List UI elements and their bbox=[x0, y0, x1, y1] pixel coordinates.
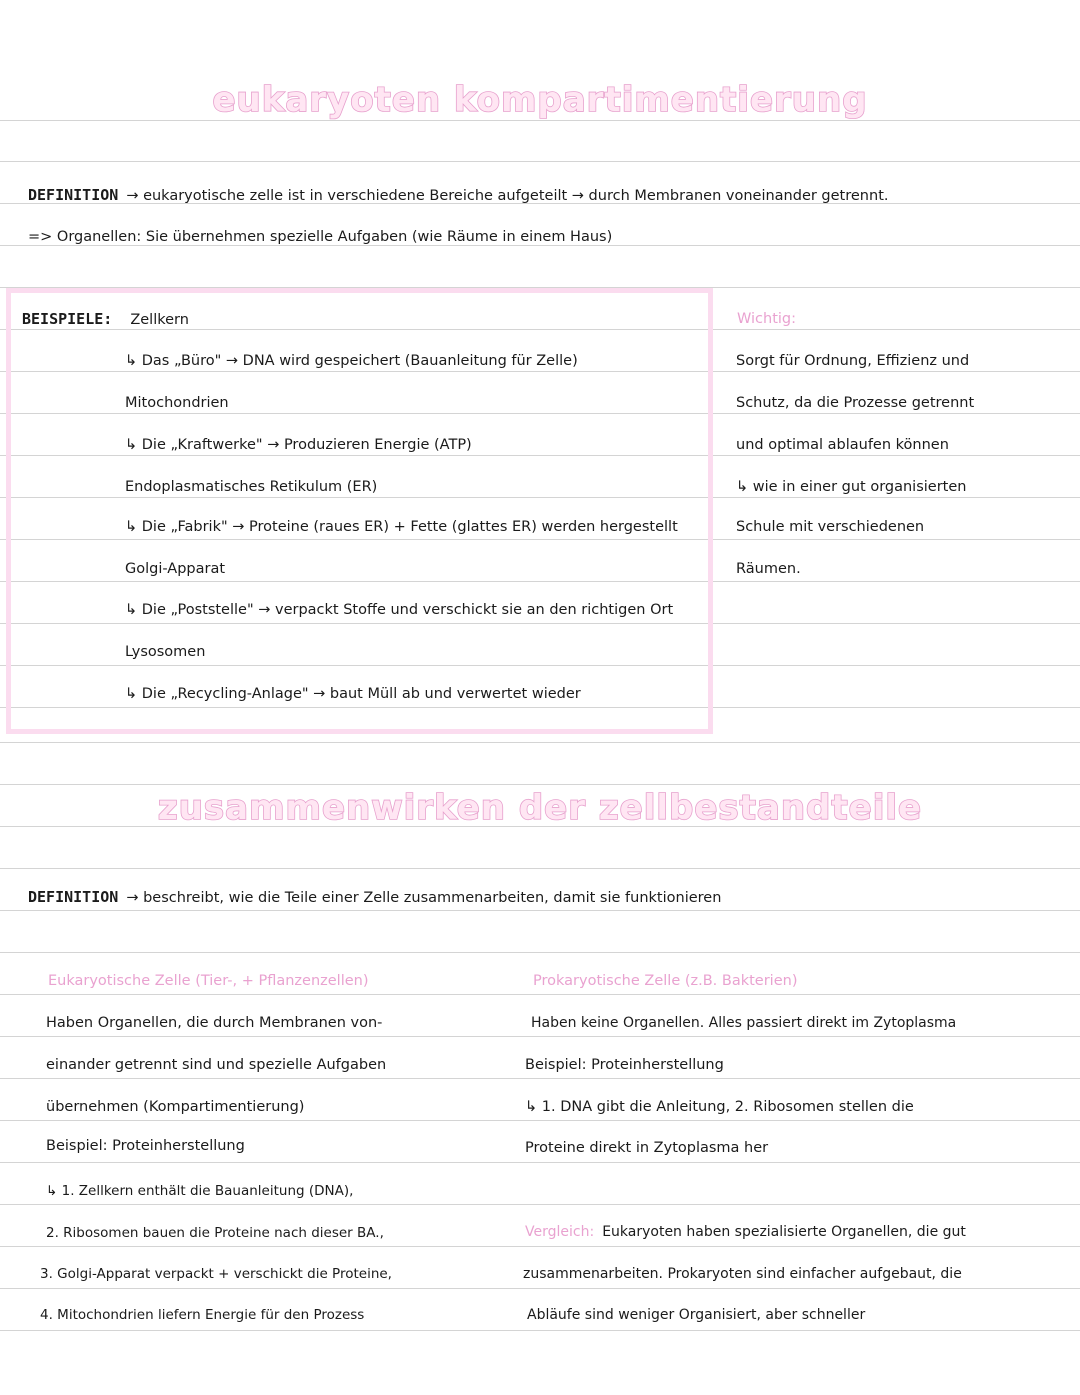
examples-label: BEISPIELE: bbox=[22, 310, 113, 328]
vergleich-text: Eukaryoten haben spezialisierte Organellen, die gut bbox=[602, 1224, 966, 1240]
ruled-line bbox=[0, 1204, 1080, 1205]
prokaryotic-line: Proteine direkt in Zytoplasma her bbox=[525, 1140, 769, 1156]
definition-line-2 bbox=[28, 888, 721, 906]
eukaryotic-line: 2. Ribosomen bauen die Proteine nach dieser BA., bbox=[46, 1225, 384, 1241]
example-name: Lysosomen bbox=[125, 644, 206, 660]
eukaryotic-line: übernehmen (Kompartimentierung) bbox=[46, 1099, 305, 1115]
ruled-line bbox=[0, 868, 1080, 869]
wichtig-line: Schutz, da die Prozesse getrennt bbox=[736, 395, 975, 411]
ruled-line bbox=[0, 1078, 1080, 1079]
examples-header bbox=[22, 310, 189, 328]
ruled-line bbox=[0, 161, 1080, 162]
definition-text: → beschreibt, wie die Teile einer Zelle zusammenarbeiten, damit sie funktionieren bbox=[126, 890, 722, 906]
definition-label: DEFINITION bbox=[28, 888, 119, 906]
example-desc: ↳ Das „Büro" → DNA wird gespeichert (Bauanleitung für Zelle) bbox=[125, 353, 578, 369]
eukaryotic-line: 4. Mitochondrien liefern Energie für den Prozess bbox=[40, 1307, 365, 1323]
definition-label: DEFINITION bbox=[28, 186, 119, 204]
example-name: Zellkern bbox=[130, 312, 189, 328]
ruled-line bbox=[0, 1246, 1080, 1247]
wichtig-line: Räumen. bbox=[736, 561, 801, 577]
ruled-line bbox=[0, 742, 1080, 743]
prokaryotic-line: Haben keine Organellen. Alles passiert direkt im Zytoplasma bbox=[531, 1015, 957, 1031]
ruled-line bbox=[0, 910, 1080, 911]
page-title-kompartimentierung: eukaryoten kompartimentierung bbox=[212, 80, 868, 120]
page-title-zusammenwirken: zusammenwirken der zellbestandteile bbox=[157, 788, 923, 828]
ruled-line bbox=[0, 1330, 1080, 1331]
ruled-line bbox=[0, 1288, 1080, 1289]
eukaryotic-heading: Eukaryotische Zelle (Tier-, + Pflanzenzellen) bbox=[48, 973, 369, 989]
wichtig-line: Sorgt für Ordnung, Effizienz und bbox=[736, 353, 970, 369]
ruled-line bbox=[0, 120, 1080, 121]
organelles-line: => Organellen: Sie übernehmen spezielle Aufgaben (wie Räume in einem Haus) bbox=[28, 229, 613, 245]
ruled-line bbox=[0, 1162, 1080, 1163]
eukaryotic-line: einander getrennt sind und spezielle Aufgaben bbox=[46, 1057, 387, 1073]
example-name: Endoplasmatisches Retikulum (ER) bbox=[125, 479, 378, 495]
vergleich-line: Abläufe sind weniger Organisiert, aber schneller bbox=[527, 1307, 866, 1323]
wichtig-line: und optimal ablaufen können bbox=[736, 437, 949, 453]
ruled-line bbox=[0, 952, 1080, 953]
ruled-line bbox=[0, 784, 1080, 785]
vergleich-line: zusammenarbeiten. Prokaryoten sind einfacher aufgebaut, die bbox=[523, 1266, 962, 1282]
example-name: Mitochondrien bbox=[125, 395, 229, 411]
ruled-line bbox=[0, 1120, 1080, 1121]
definition-text: → eukaryotische zelle ist in verschiedene Bereiche aufgeteilt → durch Membranen voneinander getrennt. bbox=[126, 188, 889, 204]
prokaryotic-heading: Prokaryotische Zelle (z.B. Bakterien) bbox=[533, 973, 798, 989]
example-desc: ↳ Die „Kraftwerke" → Produzieren Energie (ATP) bbox=[125, 437, 472, 453]
vergleich-line bbox=[525, 1224, 966, 1240]
wichtig-line: Schule mit verschiedenen bbox=[736, 519, 925, 535]
eukaryotic-line: ↳ 1. Zellkern enthält die Bauanleitung (DNA), bbox=[46, 1183, 354, 1199]
eukaryotic-line: 3. Golgi-Apparat verpackt + verschickt die Proteine, bbox=[40, 1266, 392, 1282]
ruled-line bbox=[0, 245, 1080, 246]
example-name: Golgi-Apparat bbox=[125, 561, 226, 577]
example-desc: ↳ Die „Fabrik" → Proteine (raues ER) + Fette (glattes ER) werden hergestellt bbox=[125, 519, 678, 535]
prokaryotic-line: Beispiel: Proteinherstellung bbox=[525, 1057, 724, 1073]
prokaryotic-line: ↳ 1. DNA gibt die Anleitung, 2. Ribosomen stellen die bbox=[525, 1099, 914, 1115]
example-desc: ↳ Die „Poststelle" → verpackt Stoffe und verschickt sie an den richtigen Ort bbox=[125, 602, 674, 618]
ruled-line bbox=[0, 1036, 1080, 1037]
definition-line bbox=[28, 186, 888, 204]
vergleich-label: Vergleich: bbox=[525, 1224, 595, 1240]
eukaryotic-line: Haben Organellen, die durch Membranen von- bbox=[46, 1015, 383, 1031]
wichtig-line: ↳ wie in einer gut organisierten bbox=[736, 479, 967, 495]
wichtig-label: Wichtig: bbox=[737, 311, 797, 327]
example-desc: ↳ Die „Recycling-Anlage" → baut Müll ab und verwertet wieder bbox=[125, 686, 581, 702]
ruled-line bbox=[0, 994, 1080, 995]
eukaryotic-line: Beispiel: Proteinherstellung bbox=[46, 1138, 245, 1154]
